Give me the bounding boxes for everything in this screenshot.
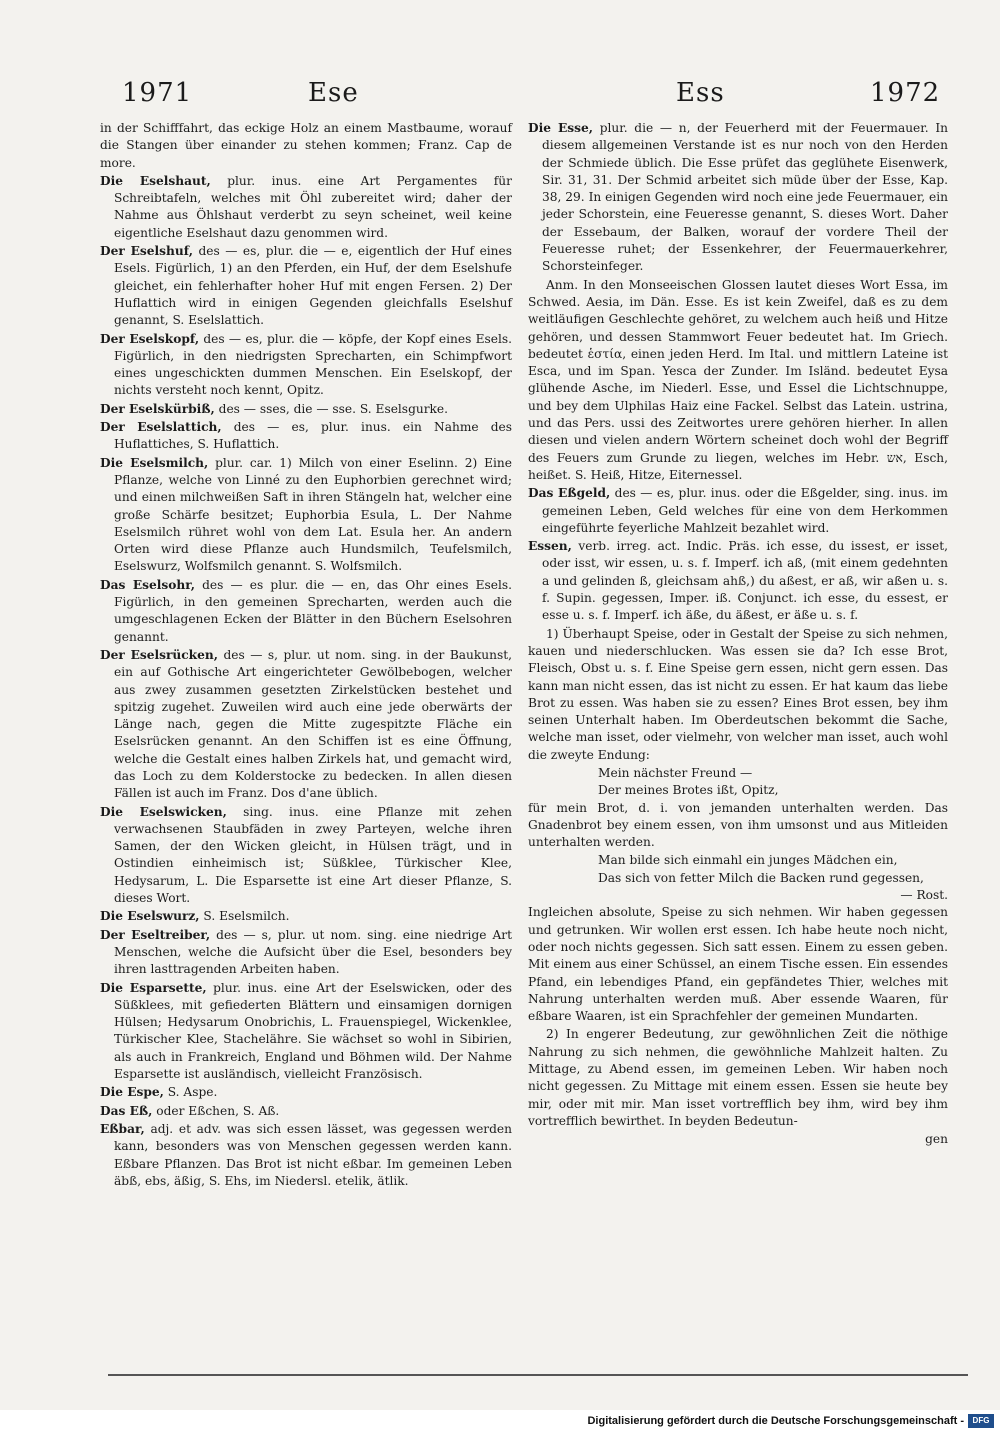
page-number-right: 1972: [870, 78, 941, 108]
dictionary-entry: [528, 485, 948, 537]
dictionary-entry: [100, 1121, 512, 1190]
entry-text: plur. inus. eine Art der Eselswicken, oder des Süßklees, mit gefiederten Blättern und einsamigen dornigen Hülsen; Hedysarum Onobrichis, L. Frauenspiegel, Wickenklee, Türkischer Klee, Stachelähre. Sie wächset so wohl in Sibirien, als auch in Frankreich, England und Böhmen wild. Der Nahme Esparsette ist ausländisch, vielleicht Französisch.: [114, 980, 512, 1082]
entry-headword: Der Eselskopf,: [100, 331, 200, 346]
credit-text: Digitalisierung gefördert durch die Deutsche Forschungsgemeinschaft -: [587, 1415, 964, 1427]
entry-headword: Das Eselsohr,: [100, 577, 195, 592]
entry-headword: Der Eselskürbiß,: [100, 401, 215, 416]
dictionary-entry: [100, 455, 512, 576]
text-paragraph: [528, 1131, 948, 1148]
dictionary-entry: [528, 120, 948, 276]
entry-text: Mein nächster Freund —: [598, 765, 753, 780]
dictionary-entry: [100, 647, 512, 803]
dictionary-entry: [100, 908, 512, 925]
entry-text: S. Eselsmilch.: [199, 909, 290, 924]
entry-text: S. Aspe.: [163, 1085, 218, 1100]
dictionary-entry: [100, 331, 512, 400]
entry-text: des — es plur. die — en, das Ohr eines Esels. Figürlich, in den gemeinen Sprecharten, werden auch die umgeschlagenen Ecken der Blätter in den Büchern Eselsohren genannt.: [114, 577, 512, 644]
entry-text: oder Eßchen, S. Aß.: [152, 1103, 280, 1118]
quotation-line: [528, 887, 948, 904]
dfg-logo: DFG: [968, 1414, 994, 1428]
entry-headword: Die Eselswicken,: [100, 804, 227, 819]
quotation-line: [598, 870, 948, 887]
dictionary-entry: [100, 401, 512, 418]
left-column: [100, 120, 512, 1191]
entry-text: Man bilde sich einmahl ein junges Mädchen ein,: [598, 853, 898, 868]
text-paragraph: [528, 1026, 948, 1130]
entry-text: plur. die — n, der Feuerherd mit der Feuermauer. In diesem allgemeinen Verstande ist es nur noch von den Herden der Schmiede üblich. Die Esse prüfet das geglühete Eisenwerk, Sir. 31, 31. Der Schmid arbeitet sich müde über der Esse, Kap. 38, 29. In einigen Gegenden wird noch eine jede Feuermauer, ein jeder Schorstein, eine Feueresse genannt, S. dieses Wort. Daher der Essebaum, der Balken, worauf der vordere Theil der Feueresse ruhet; der Essenkehrer, der Feuermauerkehrer, Schorsteinfeger.: [542, 121, 948, 274]
entry-text: sing. inus. eine Pflanze mit zehen verwachsenen Staubfäden in zwey Parteyen, welche ihren Samen, der den Wicken gleicht, in Hülsen trägt, und in Ostindien einheimisch ist; Süßklee, Türkischer Klee, Hedysarum, L. Die Esparsette ist eine Art dieser Pflanze, S. dieses Wort.: [114, 804, 513, 906]
dictionary-entry: [100, 927, 512, 979]
entry-headword: Die Eselswurz,: [100, 909, 200, 924]
entry-headword: Der Eselshuf,: [100, 244, 193, 259]
entry-text: plur. inus. eine Art Pergamentes für Schreibtafeln, welches mit Öhl zubereitet wird; daher der Nahme aus Öhlshaut verderbt zu seyn scheinet, weil keine eigentliche Eselshaut dazu genommen wird.: [114, 173, 512, 240]
entry-headword: Die Eselshaut,: [100, 173, 211, 188]
entry-text: — Rost.: [900, 888, 948, 903]
quotation-line: [598, 765, 948, 782]
entry-headword: Essen,: [528, 539, 572, 554]
entry-headword: Der Eseltreiber,: [100, 927, 211, 942]
entry-headword: Die Esse,: [528, 121, 594, 135]
text-paragraph: [528, 904, 948, 1025]
dictionary-entry: [100, 1084, 512, 1101]
footer-rule: [108, 1374, 968, 1376]
entry-text: in der Schifffahrt, das eckige Holz an einem Mastbaume, worauf die Stangen über einander zu stehen kommen; Franz. Cap de more.: [100, 121, 512, 170]
entry-text: verb. irreg. act. Indic. Präs. ich esse, du issest, er isset, oder isst, wir essen, u. s. f. Imperf. ich aß, (mit einem gedehnten a und gelinden ß, gleichsam ahß,) du aßest, er aß, wir aßen u. s. f. Supin. gegessen, Imper. iß. Conjunct. ich esse, du essest, er esse u. s. f. Imperf. ich äße, du äßest, er äße u. s. f.: [542, 539, 948, 623]
dictionary-entry: [100, 980, 512, 1084]
entry-text: Ingleichen absolute, Speise zu sich nehmen. Wir haben gegessen und getrunken. Wir wollen erst essen. Ich habe heute noch nicht, oder noch nichts gegessen. Sich satt essen. Einem zu essen geben. Mit einem aus einer Schüssel, an einem Tische essen. Ein essendes Pfand, ein lebendiges Pfand, ein gepfändetes Thier, welches mit Nahrung unterhalten werden muß. Aber essende Waaren, für eßbare Waaren, ist ein Sprachfehler der gemeinen Mundarten.: [528, 905, 948, 1024]
text-paragraph: [528, 800, 948, 852]
entry-headword: Die Espe,: [100, 1085, 164, 1100]
entry-headword: Das Eßgeld,: [528, 486, 611, 501]
entry-headword: Die Eselsmilch,: [100, 455, 209, 470]
dictionary-entry: [100, 1103, 512, 1120]
entry-text: Anm. In den Monseeischen Glossen lautet dieses Wort Essa, im Schwed. Aesia, im Dän. Esse. Es ist kein Zweifel, daß es zu dem weitläufigen Geschlechte gehöret, zu welchem auch heiß und Hitze gehören, und dessen Stammwort Feuer bedeutet hat. Im Griech. bedeutet ἑστία, einen jeden Herd. Im Ital. und mittlern Lateine ist Esca, und im Span. Yesca der Zunder. Im Isländ. bedeutet Eysa glühende Asche, im Niederl. Esse, und Essel die Lichtschnuppe, und bey dem Ulphilas Haiz eine Fackel. Selbst das Latein. ustrina, und das Pers. ussi des Zeitwortes urere gehören hierher. In allen diesen und vielen andern Wörtern scheinet doch wohl der Begriff des Feuers zum Grunde zu liegen, welches im Hebr. אש, Esch, heißet. S. Heiß, Hitze, Eiternessel.: [528, 277, 948, 482]
entry-text: des — es, plur. die — köpfe, der Kopf eines Esels. Figürlich, in den niedrigsten Sprecharten, ein Schimpfwort eines ungeschickten dummen Menschen. Ein Eselskopf, der nichts versteht noch kennt, Opitz.: [114, 331, 512, 398]
entry-text: des — s, plur. ut nom. sing. eine niedrige Art Menschen, welche die Aufsicht über die Esel, besonders bey ihren lasttragenden Arbeiten haben.: [114, 927, 512, 977]
entry-text: adj. et adv. was sich essen lässet, was gegessen werden kann, besonders was von Menschen gegessen werden kann. Eßbare Pflanzen. Das Brot ist nicht eßbar. Im gemeinen Leben äbß, ebs, äßig, S. Ehs, im Niedersl. etelik, ätlik.: [114, 1121, 512, 1188]
running-head-left: Ese: [308, 78, 359, 108]
entry-headword: Das Eß,: [100, 1103, 153, 1118]
entry-headword: Der Eselsrücken,: [100, 647, 218, 662]
entry-text: gen: [925, 1132, 948, 1147]
entry-text: des — es, plur. inus. ein Nahme des Huflattiches, S. Huflattich.: [114, 420, 513, 452]
entry-text: Der meines Brotes ißt, Opitz,: [598, 783, 779, 798]
dictionary-entry: [100, 173, 512, 242]
entry-text: 1) Überhaupt Speise, oder in Gestalt der Speise zu sich nehmen, kauen und niederschlucken. Was essen sie da? Ich esse Brot, Fleisch, Obst u. s. f. Eine Speise gern essen, nicht gern essen. Das kann man nicht essen, das ist nicht zu essen. Er hat kaum das liebe Brot zu essen. Was haben sie zu essen? Eines Brot essen, bey ihm seinen Unterhalt haben. Im Oberdeutschen bekommt die Sache, welche man isset, oder vielmehr, von welcher man isset, auch wohl die zweyte Endung:: [528, 626, 948, 762]
quotation-line: [598, 782, 948, 799]
dictionary-entry: [100, 577, 512, 646]
entry-headword: Eßbar,: [100, 1121, 145, 1136]
entry-text: für mein Brot, d. i. von jemanden unterhalten werden. Das Gnadenbrot bey einem essen, von ihm umsonst und aus Mitleiden unterhalten werden.: [528, 800, 948, 850]
entry-headword: Der Eselslattich,: [100, 420, 222, 435]
running-head-right: Ess: [676, 78, 725, 108]
digitization-credit-bar: [0, 1410, 1000, 1432]
entry-headword: Die Esparsette,: [100, 980, 207, 995]
dictionary-entry: [528, 538, 948, 624]
entry-text: des — es, plur. die — e, eigentlich der Huf eines Esels. Figürlich, 1) an den Pferden, ein Huf, der dem Eselshufe gleichet, ein fehlerhafter hoher Huf mit engen Fersen. 2) Der Huflattich wird in einigen Gegenden gleichfalls Eselshuf genannt, S. Eselslattich.: [114, 244, 512, 328]
dictionary-entry: [100, 419, 512, 454]
page-number-left: 1971: [122, 78, 193, 108]
entry-text: des — es, plur. inus. oder die Eßgelder, sing. inus. im gemeinen Leben, Geld welches für eine von dem Herkommen eingeführte feyerliche Mahlzeit bezahlet wird.: [542, 486, 948, 535]
quotation-line: [598, 852, 948, 869]
right-column: [528, 120, 948, 1149]
dictionary-entry: [100, 243, 512, 329]
entry-text: plur. car. 1) Milch von einer Eselinn. 2) Eine Pflanze, welche von Linné zu den Euphorbien gerechnet wird; und einen milchweißen Saft in ihren Stängeln hat, welcher eine große Schärfe besitzet; Euphorbia Esula, L. Der Nahme Eselsmilch rühret wohl von dem Lat. Esula her. An andern Orten wird diese Pflanze auch Hundsmilch, Teufelsmilch, Eselswurz, Wolfsmilch genannt. S. Wolfsmilch.: [114, 455, 512, 574]
entry-text: des — s, plur. ut nom. sing. in der Baukunst, ein auf Gothische Art eingerichteter Gewölbebogen, welcher aus zwey zusammen gesetzten Zirkelstücken bestehet und spitzig zugehet. Zuweilen wird auch eine jede oberwärts der Länge nach, gegen die Mitte zugespitzte Fläche ein Eselsrücken genannt. An den Schiffen ist es eine Öffnung, welche die Gestalt eines halben Zirkels hat, und gemacht wird, das Loch zu dem Kolderstocke zu bedecken. In allen diesen Fällen ist auch im Franz. Dos d'ane üblich.: [114, 647, 513, 801]
entry-text: Das sich von fetter Milch die Backen rund gegessen,: [598, 870, 924, 885]
entry-text: 2) In engerer Bedeutung, zur gewöhnlichen Zeit die nöthige Nahrung zu sich nehmen, die gewöhnliche Mahlzeit halten. Zu Mittage, zu Abend essen, im gemeinen Leben. Wir haben noch nicht gegessen. Zu Mittage mit einem essen. Essen sie heute bey mir, oder mit mir. Man isset vortrefflich bey ihm, wird bey ihm vortrefflich bewirthet. In beyden Bedeutun-: [528, 1027, 948, 1128]
entry-text: des — sses, die — sse. S. Eselsgurke.: [214, 401, 449, 416]
text-paragraph: [528, 626, 948, 764]
dictionary-entry: [100, 804, 512, 908]
text-paragraph: [100, 120, 512, 172]
text-paragraph: [528, 277, 948, 485]
